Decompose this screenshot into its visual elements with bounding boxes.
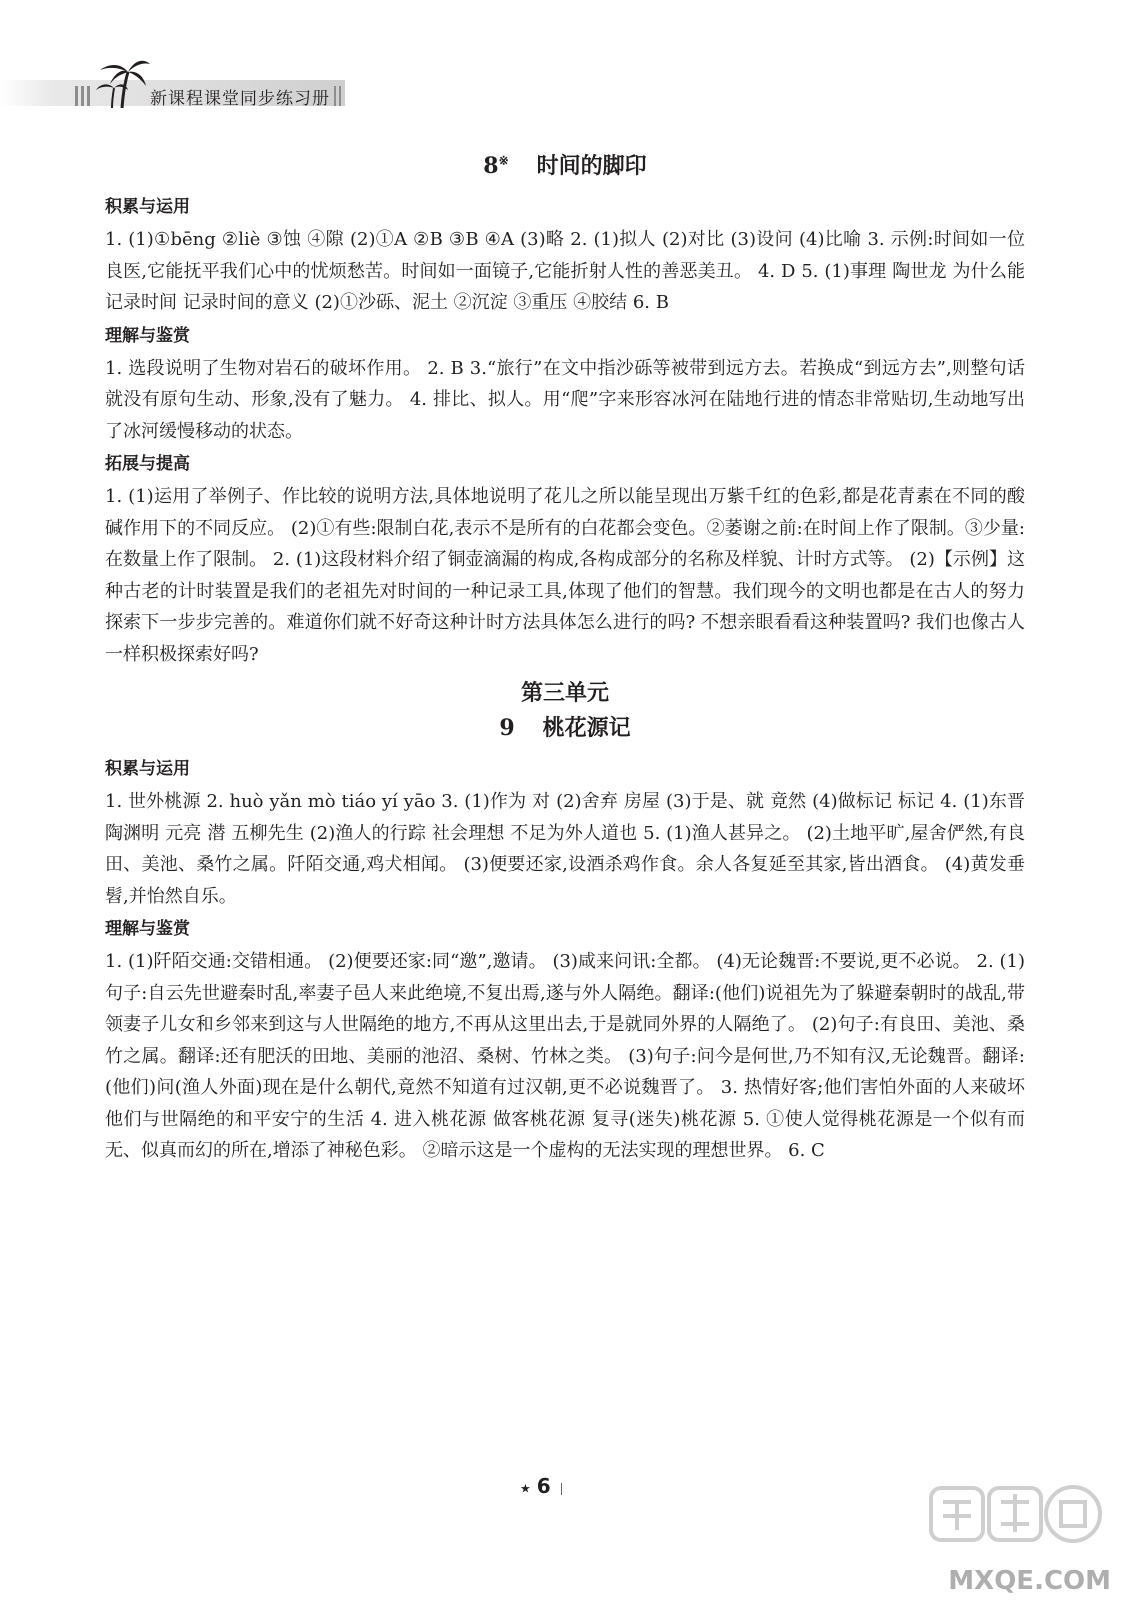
page-footer <box>520 1474 562 1498</box>
palm-tree-icon <box>92 54 152 110</box>
answer-paragraph: 1. (1)运用了举例子、作比较的说明方法,具体地说明了花儿之所以能呈现出万紫千红的色彩,都是花青素在不同的酸碱作用下的不同反应。 (2)①有些:限制白花,表示不是所有的白花都会变色。②萎谢之前:在时间上作了限制。③少量:在数量上作了限制。 2. (1)这段材料介绍了铜壶滴漏的构成,各构成部分的名称及样貌、计时方式等。 (2)【示例】这种古老的计时装置是我们的老祖先对时间的一种记录工具,体现了他们的智慧。我们现今的文明也都是在古人的努力探索下一步步完善的。难道你们就不好奇这种计时方法具体怎么进行的吗? 不想亲眼看看这种装置吗? 我们也像古人一样积极探索好吗? <box>105 486 1025 665</box>
lesson-8-mark: ※ <box>498 153 509 168</box>
header-decor-bars <box>75 86 93 106</box>
section-heading: 理解与鉴赏 <box>105 919 190 939</box>
section-heading: 拓展与提高 <box>105 454 190 474</box>
lesson-8-name: 时间的脚印 <box>536 153 647 179</box>
answer-paragraph: 1. (1)①bēng ②liè ③蚀 ④隙 (2)①A ②B ③B ④A (3)略 2. (1)拟人 (2)对比 (3)设问 (4)比喻 3. 示例:时间如一位良医,它能抚平我们心中的忧烦愁苦。时间如一面镜子,它能折射人性的善恶美丑。 4. D 5. (1)事理 陶世龙 为什么能记录时间 记录时间的意义 (2)①沙砾、泥土 ②沉淀 ③重压 ④胶结 6. B <box>105 229 1025 313</box>
lesson-8-number: 8 <box>483 153 499 179</box>
page-content <box>105 145 1025 1169</box>
answer-paragraph: 1. 选段说明了生物对岩石的破坏作用。 2. B 3.“旅行”在文中指沙砾等被带到远方去。若换成“到远方去”,则整句话就没有原句生动、形象,没有了魅力。 4. 排比、拟人。用“爬”字来形容冰河在陆地行进的情态非常贴切,生动地写出了冰河缓慢移动的状态。 <box>105 357 1025 442</box>
header-end-bars <box>334 86 344 110</box>
section-heading: 理解与鉴赏 <box>105 325 190 346</box>
star-icon: ★ <box>520 1481 531 1496</box>
section-heading: 积累与运用 <box>105 197 190 217</box>
watermark-text: MXQE.COM <box>948 1566 1111 1596</box>
page-number: 6 <box>536 1474 551 1498</box>
lesson-9-name: 桃花源记 <box>542 715 631 741</box>
lesson-9-title <box>105 711 1025 742</box>
book-title: 新课程课堂同步练习册 <box>150 89 330 109</box>
answer-paragraph: 1. (1)阡陌交通:交错相通。 (2)便要还家:同“邀”,邀请。 (3)咸来问讯:全都。 (4)无论魏晋:不要说,更不必说。 2. (1)句子:自云先世避秦时乱,率妻子邑人来此绝境,不复出焉,遂与外人隔绝。翻译:(他们)说祖先为了躲避秦朝时的战乱,带领妻子儿女和乡邻来到这与人世隔绝的地方,不再从这里出去,于是就同外界的人隔绝了。 (2)句子:有良田、美池、桑竹之属。翻译:还有肥沃的田地、美丽的池沼、桑树、竹林之类。 (3)句子:问今是何世,乃不知有汉,无论魏晋。翻译:(他们)问(渔人外面)现在是什么朝代,竟然不知道有过汉朝,更不必说魏晋了。 3. 热情好客;他们害怕外面的人来破坏他们与世隔绝的和平安宁的生活 4. 进入桃花源 做客桃花源 复寻(迷失)桃花源 5. ①使人觉得桃花源是一个似有而无、似真而幻的所在,增添了神秘色彩。 ②暗示这是一个虚构的无法实现的理想世界。 6. C <box>105 951 1025 1161</box>
unit-title: 第三单元 <box>520 680 609 706</box>
lesson-9-number: 9 <box>499 715 515 741</box>
answer-paragraph: 1. 世外桃源 2. huò yǎn mò tiáo yí yāo 3. (1)作为 对 (2)舍弃 房屋 (3)于是、就 竟然 (4)做标记 标记 4. (1)东晋 陶渊明 元亮 潜 五柳先生 (2)渔人的行踪 社会理想 不足为外人道也 5. (1)渔人甚异之。 (2)土地平旷,屋舍俨然,有良田、美池、桑竹之属。阡陌交通,鸡犬相闻。 (3)便要还家,设酒杀鸡作食。余人各复延至其家,皆出酒食。 (4)黄发垂髫,并怡然自乐。 <box>105 791 1025 907</box>
section-heading: 积累与运用 <box>105 759 190 779</box>
lesson-8-title <box>105 149 1025 180</box>
